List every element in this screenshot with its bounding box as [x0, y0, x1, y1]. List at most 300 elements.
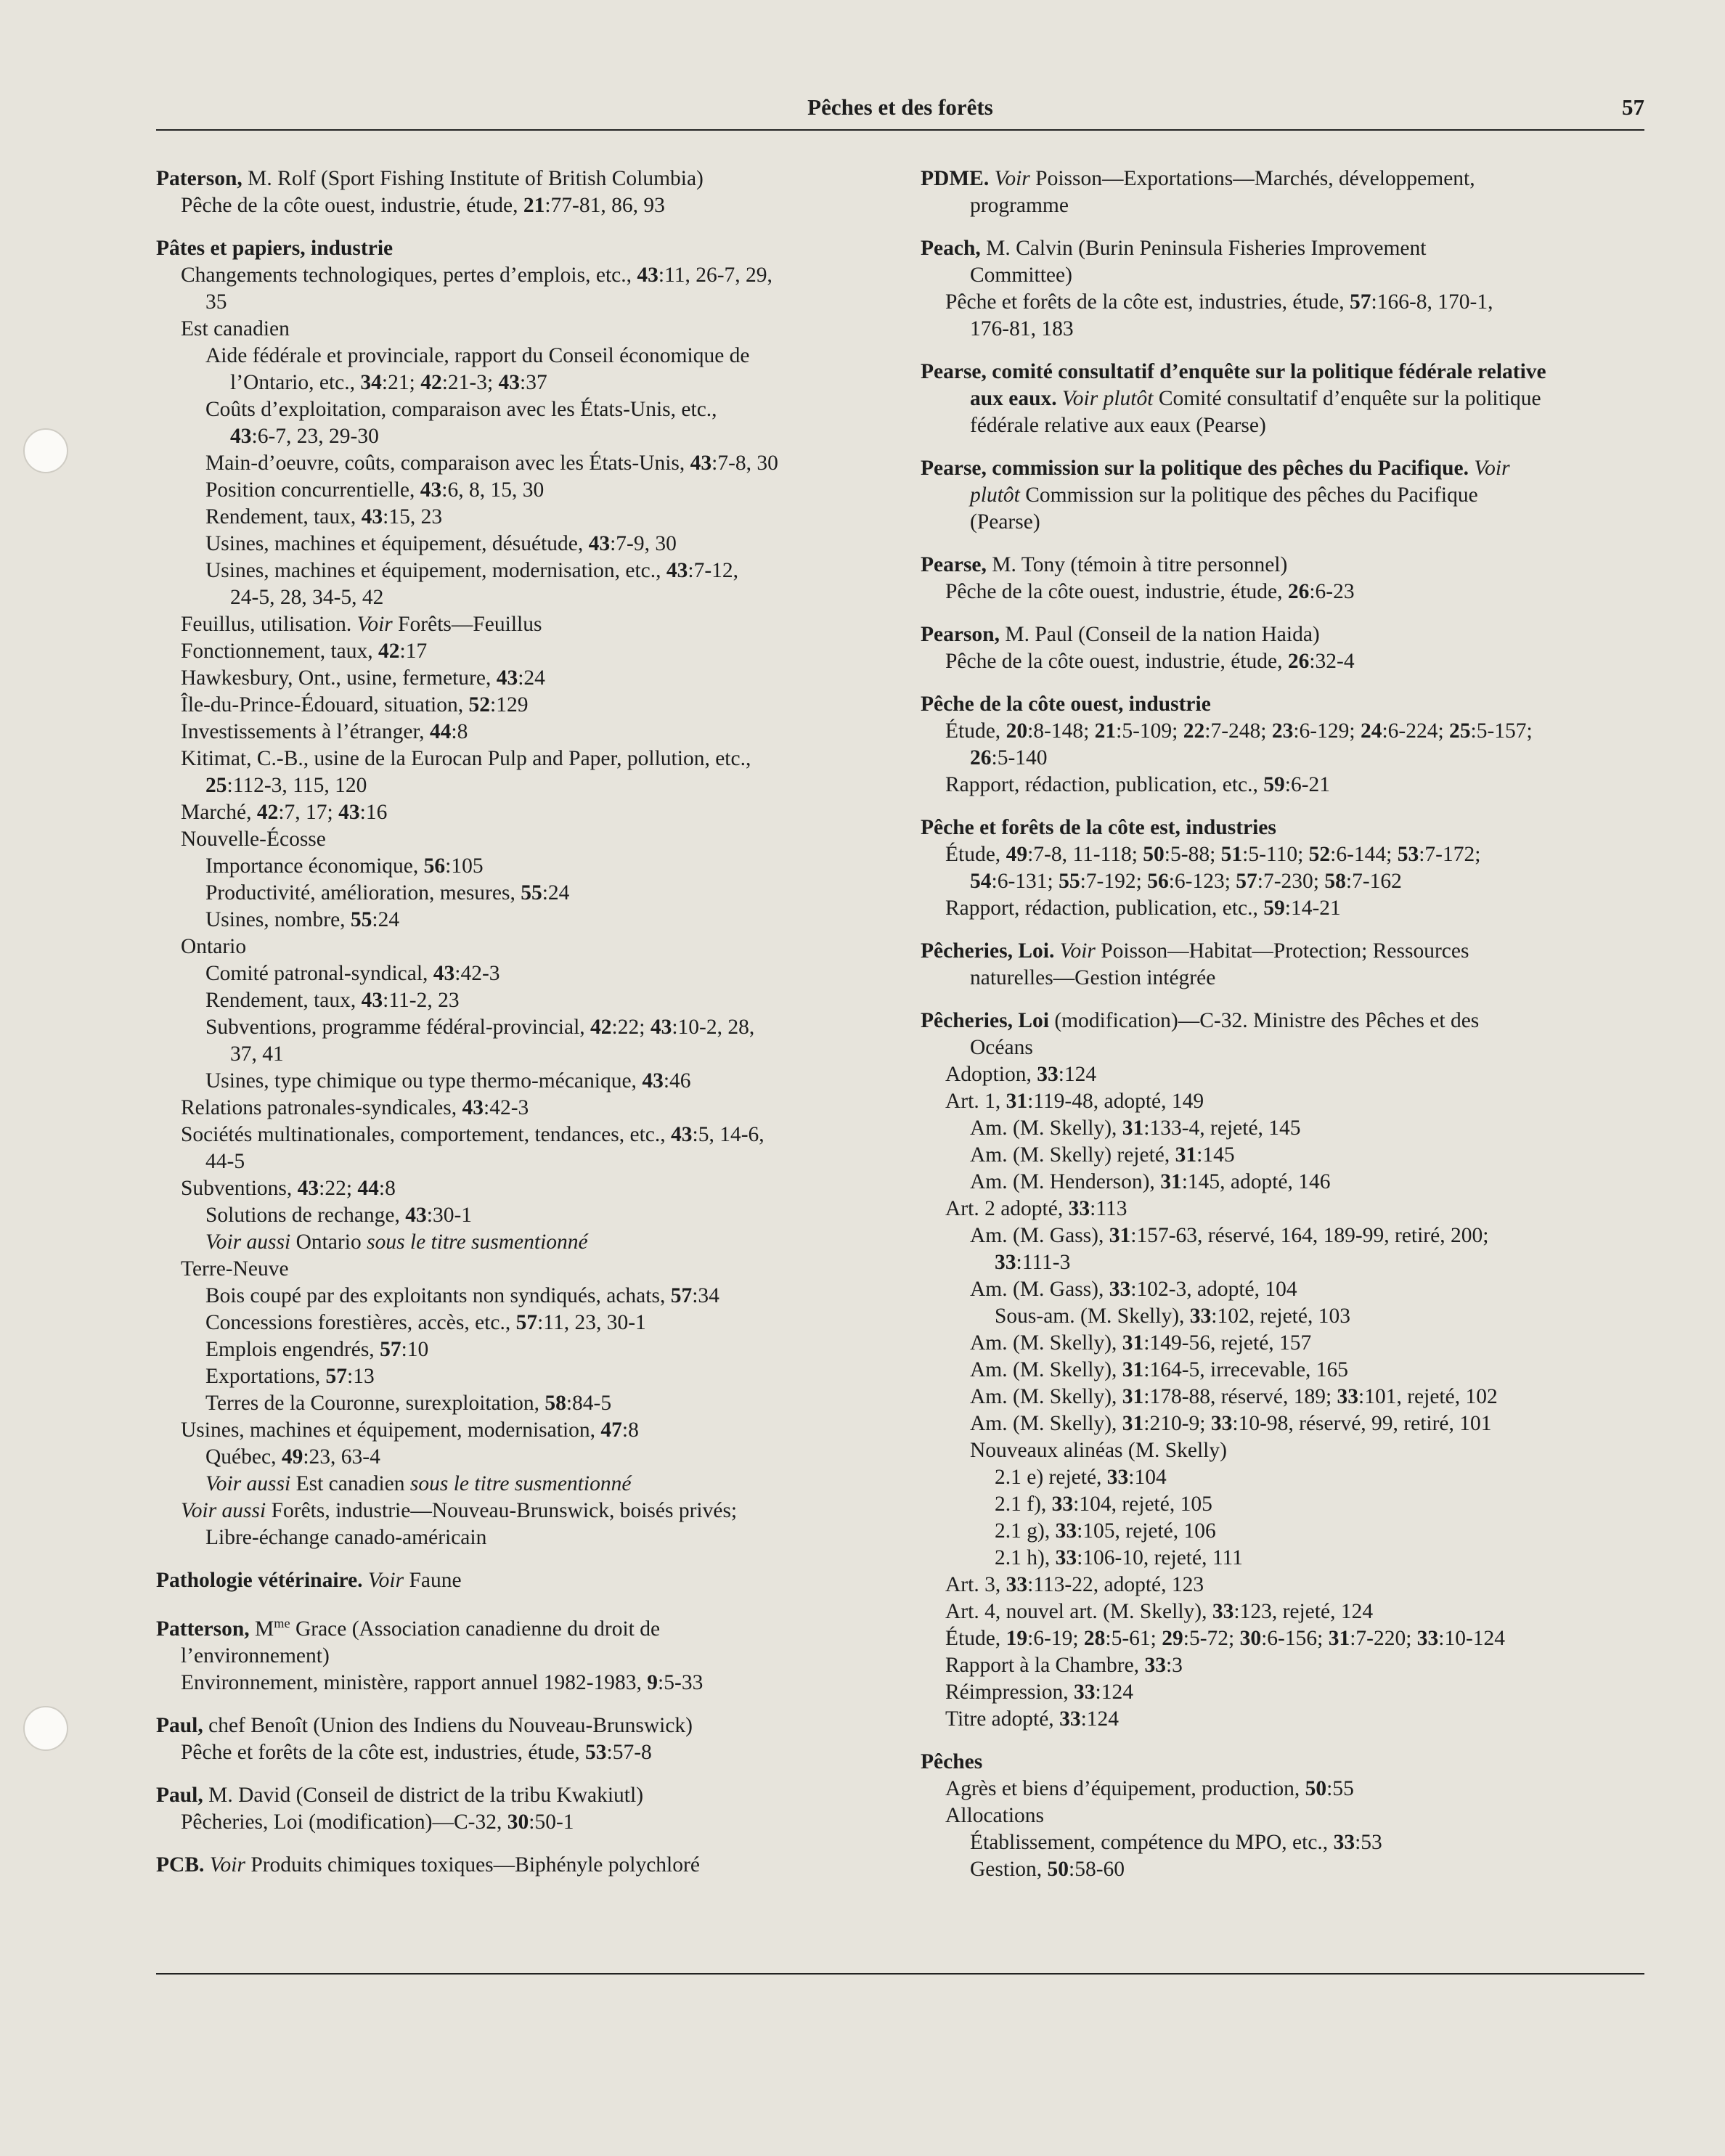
text-run: Adoption,: [945, 1063, 1037, 1086]
bold-term: 57: [515, 1311, 538, 1334]
bold-term: 31: [1328, 1627, 1350, 1650]
text-run: :23, 63-4: [303, 1445, 380, 1469]
index-entry-patterson-grace: [156, 1610, 893, 1696]
index-subentry-line: [156, 1202, 893, 1229]
text-run: :5-157;: [1470, 719, 1533, 743]
bold-term: 43: [671, 1123, 693, 1146]
index-subentry-line: [156, 192, 893, 219]
italic-term: Voir: [367, 1569, 404, 1592]
text-run: :8: [621, 1418, 639, 1442]
text-run: :11-2, 23: [383, 989, 460, 1012]
text-run: :7-230;: [1257, 870, 1325, 893]
text-run: :164-5, irrecevable, 165: [1143, 1358, 1349, 1381]
text-run: :106-10, rejeté, 111: [1077, 1546, 1243, 1569]
text-run: Environnement, ministère, rapport annuel 1982-1983,: [181, 1670, 648, 1694]
index-subentry-line: [921, 772, 1647, 799]
index-heading-line: [921, 552, 1647, 579]
text-run: naturelles—Gestion intégrée: [970, 966, 1216, 989]
bold-term: 47: [600, 1418, 622, 1442]
index-subentry-line: [921, 1249, 1647, 1276]
bold-term: 43: [498, 371, 521, 394]
text-run: :30-1: [426, 1204, 473, 1227]
text-run: Forêts—Feuillus: [392, 613, 542, 636]
text-run: M. Rolf (Sport Fishing Institute of British Columbia): [242, 167, 704, 190]
text-run: Rendement, taux,: [205, 989, 362, 1012]
text-run: :7-220;: [1350, 1627, 1417, 1650]
text-run: :3: [1165, 1654, 1183, 1677]
text-run: Grace (Association canadienne du droit de: [290, 1617, 661, 1641]
italic-term: Voir plutôt: [1062, 387, 1154, 410]
index-subentry-line: [156, 584, 893, 611]
text-run: 2.1 h),: [995, 1546, 1056, 1569]
text-run: :24: [542, 881, 570, 905]
bold-term: 21: [1094, 719, 1117, 743]
index-subentry-line: [156, 1417, 893, 1444]
bold-term: 31: [1109, 1224, 1131, 1247]
bold-term: Paterson,: [156, 167, 242, 190]
text-run: Québec,: [205, 1445, 282, 1469]
bold-term: 25: [205, 774, 227, 797]
text-run: Am. (M. Skelly),: [970, 1358, 1122, 1381]
index-subentry-line: [921, 1437, 1647, 1464]
text-run: :7-192;: [1080, 870, 1148, 893]
text-run: [1057, 387, 1062, 410]
text-run: Art. 1,: [945, 1090, 1006, 1113]
punch-hole-top: [23, 428, 68, 473]
index-subentry-line: [921, 1357, 1647, 1384]
text-run: Rapport à la Chambre,: [945, 1654, 1145, 1677]
index-heading-line: [921, 166, 1647, 192]
index-subentry-line: [921, 1652, 1647, 1679]
bold-term: 58: [545, 1392, 566, 1415]
bold-term: 44: [357, 1177, 379, 1200]
text-run: Poisson—Habitat—Protection; Ressources: [1095, 939, 1469, 963]
bold-term: Pêches: [921, 1750, 983, 1773]
text-run: Importance économique,: [205, 854, 424, 878]
text-run: 2.1 e) rejeté,: [995, 1466, 1107, 1489]
bold-term: 43: [690, 452, 712, 475]
text-run: Usines, nombre,: [205, 908, 351, 931]
index-subentry-line: [156, 558, 893, 584]
index-entry-pearse-comite: [921, 359, 1647, 439]
bold-term: 49: [1006, 843, 1028, 866]
index-subentry-line: [156, 504, 893, 531]
text-run: :57-8: [606, 1740, 652, 1764]
bold-term: 50: [1047, 1858, 1069, 1881]
text-run: Terre-Neuve: [181, 1257, 289, 1281]
index-subentry-line: [921, 1034, 1647, 1061]
index-subentry-line: [156, 772, 893, 799]
text-run: Subventions, programme fédéral-provincial,: [205, 1016, 591, 1039]
index-subentry-line: [921, 509, 1647, 536]
bold-term: 31: [1160, 1170, 1182, 1193]
text-run: Produits chimiques toxiques—Biphényle polychloré: [245, 1853, 700, 1877]
bold-term: 31: [1122, 1116, 1144, 1140]
index-subentry-line: [921, 1410, 1647, 1437]
text-run: Nouvelle-Écosse: [181, 828, 326, 851]
text-run: me: [274, 1616, 290, 1630]
index-subentry-line: [921, 1115, 1647, 1142]
index-subentry-line: [156, 396, 893, 423]
text-run: 44-5: [205, 1150, 245, 1173]
index-heading-line: [921, 938, 1647, 965]
bold-term: 43: [433, 962, 455, 985]
bold-term: 42: [378, 640, 400, 663]
index-subentry-line: [921, 289, 1647, 316]
text-run: :58-60: [1069, 1858, 1125, 1881]
bold-term: 30: [1239, 1627, 1262, 1650]
text-run: 2.1 f),: [995, 1493, 1052, 1516]
index-subentry-line: [156, 316, 893, 343]
index-subentry-line: [156, 853, 893, 880]
text-run: :10-2, 28,: [672, 1016, 755, 1039]
bold-term: Pathologie vétérinaire.: [156, 1569, 363, 1592]
index-subentry-line: [156, 531, 893, 558]
text-run: :22;: [611, 1016, 651, 1039]
text-run: :5-109;: [1116, 719, 1183, 743]
text-run: Productivité, amélioration, mesures,: [205, 881, 521, 905]
text-run: 2.1 g),: [995, 1519, 1056, 1543]
index-subentry-line: [156, 1390, 893, 1417]
index-subentry-line: [921, 1706, 1647, 1733]
index-subentry-line: [156, 477, 893, 504]
index-heading-line: [156, 1610, 893, 1643]
text-run: :123, rejeté, 124: [1233, 1600, 1374, 1623]
index-column-left: [156, 166, 893, 1895]
bold-term: 33: [1416, 1627, 1439, 1650]
text-run: M. David (Conseil de district de la tribu Kwakiutl): [203, 1783, 644, 1807]
text-run: :6-144;: [1330, 843, 1398, 866]
bold-term: 55: [350, 908, 372, 931]
text-run: :8: [378, 1177, 396, 1200]
text-run: Am. (M. Henderson),: [970, 1170, 1161, 1193]
bold-term: 49: [281, 1445, 303, 1469]
bold-term: 57: [325, 1365, 348, 1388]
text-run: [363, 1569, 368, 1592]
text-run: Ontario: [181, 935, 247, 958]
text-run: :10-98, réservé, 99, retiré, 101: [1232, 1412, 1492, 1435]
text-run: :10-124: [1438, 1627, 1506, 1650]
text-run: :42-3: [454, 962, 500, 985]
index-entry-pecheries-loi: [921, 938, 1647, 992]
bold-term: 43: [642, 1069, 664, 1093]
text-run: Subventions,: [181, 1177, 298, 1200]
index-entry-peche-forets-cote-est: [921, 814, 1647, 922]
text-run: Am. (M. Skelly),: [970, 1116, 1122, 1140]
index-entry-paul-benoit: [156, 1712, 893, 1766]
page-header: [156, 93, 1644, 131]
bold-term: 43: [297, 1177, 319, 1200]
index-subentry-line: [156, 987, 893, 1014]
index-subentry-line: [921, 579, 1647, 605]
text-run: :149-56, rejeté, 157: [1143, 1331, 1312, 1355]
text-run: Bois coupé par des exploitants non syndiqués, achats,: [205, 1284, 671, 1307]
text-run: Allocations: [945, 1804, 1045, 1827]
index-subentry-line: [921, 1464, 1647, 1491]
bold-term: 59: [1263, 773, 1285, 796]
bold-term: 43: [588, 532, 611, 555]
text-run: Marché,: [181, 801, 257, 824]
footer-rule: [156, 1973, 1644, 1975]
text-run: Gestion,: [970, 1858, 1048, 1881]
page-number: 57: [1622, 94, 1644, 120]
index-subentry-line: [156, 343, 893, 369]
text-run: :7-8, 11-118;: [1027, 843, 1143, 866]
index-subentry-line: [156, 1524, 893, 1551]
index-heading-line: [921, 359, 1647, 385]
bold-term: 52: [1308, 843, 1331, 866]
text-run: 176-81, 183: [970, 317, 1074, 340]
index-subentry-line: [156, 1256, 893, 1283]
text-run: :8: [451, 720, 468, 743]
text-run: :119-48, adopté, 149: [1027, 1090, 1204, 1113]
text-run: Emplois engendrés,: [205, 1338, 380, 1361]
text-run: :53: [1355, 1831, 1382, 1854]
bold-term: 33: [1074, 1681, 1096, 1704]
index-heading-line: [921, 235, 1647, 262]
text-run: Océans: [970, 1036, 1033, 1059]
text-run: :32-4: [1309, 650, 1355, 673]
bold-term: 19: [1006, 1627, 1028, 1650]
text-run: :6-129;: [1293, 719, 1361, 743]
text-run: Hawkesbury, Ont., usine, fermeture,: [181, 666, 497, 690]
text-run: Libre-échange canado-américain: [205, 1526, 487, 1549]
text-run: Commission sur la politique des pêches du Pacifique: [1019, 483, 1478, 507]
text-run: :104: [1128, 1466, 1167, 1489]
text-run: :7-162: [1345, 870, 1402, 893]
index-subentry-line: [921, 1625, 1647, 1652]
text-run: :5-110;: [1242, 843, 1309, 866]
text-run: Relations patronales-syndicales,: [181, 1096, 462, 1119]
text-run: Rapport, rédaction, publication, etc.,: [945, 773, 1264, 796]
text-run: :129: [490, 693, 529, 716]
bold-term: 42: [420, 371, 442, 394]
index-subentry-line: [156, 1229, 893, 1256]
index-subentry-line: [921, 192, 1647, 219]
index-subentry-line: [921, 316, 1647, 343]
bold-term: 56: [423, 854, 446, 878]
index-subentry-line: [156, 719, 893, 746]
text-run: :13: [347, 1365, 375, 1388]
index-subentry-line: [921, 1545, 1647, 1572]
text-run: Ontario: [290, 1230, 367, 1254]
bold-term: 20: [1006, 719, 1028, 743]
bold-term: Pêcheries, Loi.: [921, 939, 1055, 963]
index-subentry-line: [921, 1222, 1647, 1249]
index-subentry-line: [156, 638, 893, 665]
bold-term: Pearse,: [921, 553, 987, 576]
text-run: Am. (M. Gass),: [970, 1278, 1109, 1301]
text-run: Am. (M. Gass),: [970, 1224, 1109, 1247]
text-run: Changements technologiques, pertes d’emplois, etc.,: [181, 264, 637, 287]
text-run: Pêche et forêts de la côte est, industries, étude,: [181, 1740, 586, 1764]
bold-term: 33: [1068, 1197, 1090, 1220]
text-run: Est canadien: [181, 317, 290, 340]
text-run: Position concurrentielle,: [205, 478, 420, 502]
bold-term: aux eaux.: [970, 387, 1057, 410]
index-subentry-line: [156, 907, 893, 934]
index-subentry-line: [156, 1739, 893, 1766]
bold-term: 55: [1059, 870, 1080, 893]
text-run: :102-3, adopté, 104: [1130, 1278, 1297, 1301]
index-subentry-line: [156, 826, 893, 853]
index-subentry-line: [156, 960, 893, 987]
text-run: Exportations,: [205, 1365, 326, 1388]
text-run: :7-248;: [1204, 719, 1272, 743]
text-run: Usines, machines et équipement, modernisation,: [181, 1418, 601, 1442]
text-run: Poisson—Exportations—Marchés, développement,: [1029, 167, 1475, 190]
index-subentry-line: [921, 745, 1647, 772]
bold-term: 33: [1006, 1573, 1028, 1596]
text-run: M: [249, 1617, 274, 1641]
index-subentry-line: [921, 1776, 1647, 1802]
text-run: Sous-am. (M. Skelly),: [995, 1304, 1190, 1328]
italic-term: Voir: [1474, 457, 1510, 480]
text-run: :8-148;: [1027, 719, 1095, 743]
bold-term: 25: [1449, 719, 1471, 743]
text-run: Réimpression,: [945, 1681, 1074, 1704]
index-entry-pearse-commission: [921, 455, 1647, 536]
bold-term: 33: [995, 1251, 1016, 1274]
text-run: :5, 14-6,: [692, 1123, 764, 1146]
text-run: :6-131;: [991, 870, 1059, 893]
text-run: :5-33: [658, 1670, 704, 1694]
index-subentry-line: [156, 423, 893, 450]
text-run: :11, 23, 30-1: [537, 1311, 646, 1334]
text-run: :84-5: [566, 1392, 612, 1415]
bold-term: Peach,: [921, 237, 981, 260]
text-run: :7-9, 30: [610, 532, 677, 555]
bold-term: 31: [1122, 1385, 1144, 1408]
index-subentry-line: [156, 799, 893, 826]
text-run: :6-224;: [1382, 719, 1450, 743]
text-run: :112-3, 115, 120: [227, 774, 367, 797]
text-run: Rapport, rédaction, publication, etc.,: [945, 897, 1264, 920]
bold-term: 31: [1122, 1331, 1144, 1355]
bold-term: 26: [1287, 650, 1310, 673]
text-run: :124: [1095, 1681, 1133, 1704]
index-subentry-line: [921, 895, 1647, 922]
text-run: Concessions forestières, accès, etc.,: [205, 1311, 516, 1334]
index-subentry-line: [921, 1276, 1647, 1303]
index-subentry-line: [156, 1041, 893, 1068]
text-run: fédérale relative aux eaux (Pearse): [970, 414, 1266, 437]
text-run: :5-61;: [1105, 1627, 1162, 1650]
bold-term: 31: [1122, 1358, 1144, 1381]
index-entry-pcb: [156, 1852, 893, 1879]
bold-term: 43: [405, 1204, 427, 1227]
bold-term: 57: [670, 1284, 693, 1307]
bold-term: PCB.: [156, 1853, 205, 1877]
index-entry-peche-cote-ouest: [921, 691, 1647, 799]
bold-term: 52: [468, 693, 490, 716]
bold-term: 31: [1122, 1412, 1144, 1435]
index-entry-peches: [921, 1749, 1647, 1883]
text-run: M. Tony (témoin à titre personnel): [986, 553, 1288, 576]
index-subentry-line: [921, 1679, 1647, 1706]
text-run: Aide fédérale et provinciale, rapport du Conseil économique de: [205, 344, 750, 367]
index-subentry-line: [921, 1169, 1647, 1196]
text-run: :210-9;: [1143, 1412, 1211, 1435]
text-run: :124: [1080, 1707, 1120, 1731]
index-heading-line: [921, 621, 1647, 648]
text-run: :34: [692, 1284, 719, 1307]
text-run: Établissement, compétence du MPO, etc.,: [970, 1831, 1334, 1854]
index-heading-line: [156, 1567, 893, 1594]
bold-term: Paul,: [156, 1713, 203, 1737]
bold-term: Pêche et forêts de la côte est, industries: [921, 816, 1276, 839]
index-subentry-line: [921, 385, 1647, 412]
text-run: M. Calvin (Burin Peninsula Fisheries Improvement: [980, 237, 1427, 260]
index-heading-line: [156, 166, 893, 192]
text-run: Pêche de la côte ouest, industrie, étude,: [945, 580, 1288, 603]
italic-term: Voir: [994, 167, 1030, 190]
index-subentry-line: [921, 1572, 1647, 1598]
bold-term: 33: [1333, 1831, 1355, 1854]
index-subentry-line: [156, 1310, 893, 1336]
text-run: Art. 2 adopté,: [945, 1197, 1069, 1220]
text-run: :113-22, adopté, 123: [1027, 1573, 1204, 1596]
index-subentry-line: [156, 1363, 893, 1390]
index-subentry-line: [921, 1088, 1647, 1115]
text-run: Committee): [970, 264, 1072, 287]
text-run: (Pearse): [970, 510, 1040, 534]
text-run: Sociétés multinationales, comportement, tendances, etc.,: [181, 1123, 672, 1146]
bold-term: 22: [1183, 719, 1205, 743]
index-subentry-line: [156, 746, 893, 772]
text-run: programme: [970, 194, 1069, 217]
text-run: :17: [399, 640, 428, 663]
text-run: Titre adopté,: [945, 1707, 1060, 1731]
bold-term: 56: [1147, 870, 1169, 893]
page-title: Pêches et des forêts: [807, 94, 993, 120]
index-subentry-line: [921, 841, 1647, 868]
index-subentry-line: [921, 718, 1647, 745]
bold-term: Pearse, commission sur la politique des pêches du Pacifique.: [921, 457, 1469, 480]
bold-term: 23: [1271, 719, 1294, 743]
index-subentry-line: [921, 648, 1647, 675]
text-run: :133-4, rejeté, 145: [1143, 1116, 1301, 1140]
text-run: Main-d’oeuvre, coûts, comparaison avec les États-Unis,: [205, 452, 690, 475]
text-run: [1054, 939, 1059, 963]
text-run: :105, rejeté, 106: [1077, 1519, 1216, 1543]
index-subentry-line: [156, 1014, 893, 1041]
index-subentry-line: [156, 1444, 893, 1471]
bold-term: 43: [361, 989, 383, 1012]
index-entry-pearse-tony: [921, 552, 1647, 605]
index-subentry-line: [921, 868, 1647, 895]
text-run: :157-63, réservé, 164, 189-99, retiré, 200;: [1130, 1224, 1489, 1247]
text-run: :21-3;: [441, 371, 499, 394]
bold-term: 33: [1037, 1063, 1059, 1086]
bold-term: 33: [1337, 1385, 1359, 1408]
text-run: :113: [1090, 1197, 1127, 1220]
bold-term: 51: [1220, 843, 1243, 866]
text-run: :21;: [381, 371, 421, 394]
index-heading-line: [156, 1712, 893, 1739]
bold-term: 59: [1263, 897, 1285, 920]
text-run: :166-8, 170-1,: [1371, 290, 1493, 314]
index-subentry-line: [921, 1802, 1647, 1829]
bold-term: 53: [1397, 843, 1419, 866]
text-run: chef Benoît (Union des Indiens du Nouveau-Brunswick): [203, 1713, 693, 1737]
index-subentry-line: [921, 262, 1647, 289]
punch-hole-bottom: [23, 1706, 68, 1751]
index-heading-line: [921, 691, 1647, 718]
text-run: [989, 167, 994, 190]
index-subentry-line: [921, 1491, 1647, 1518]
index-subentry-line: [921, 1061, 1647, 1088]
